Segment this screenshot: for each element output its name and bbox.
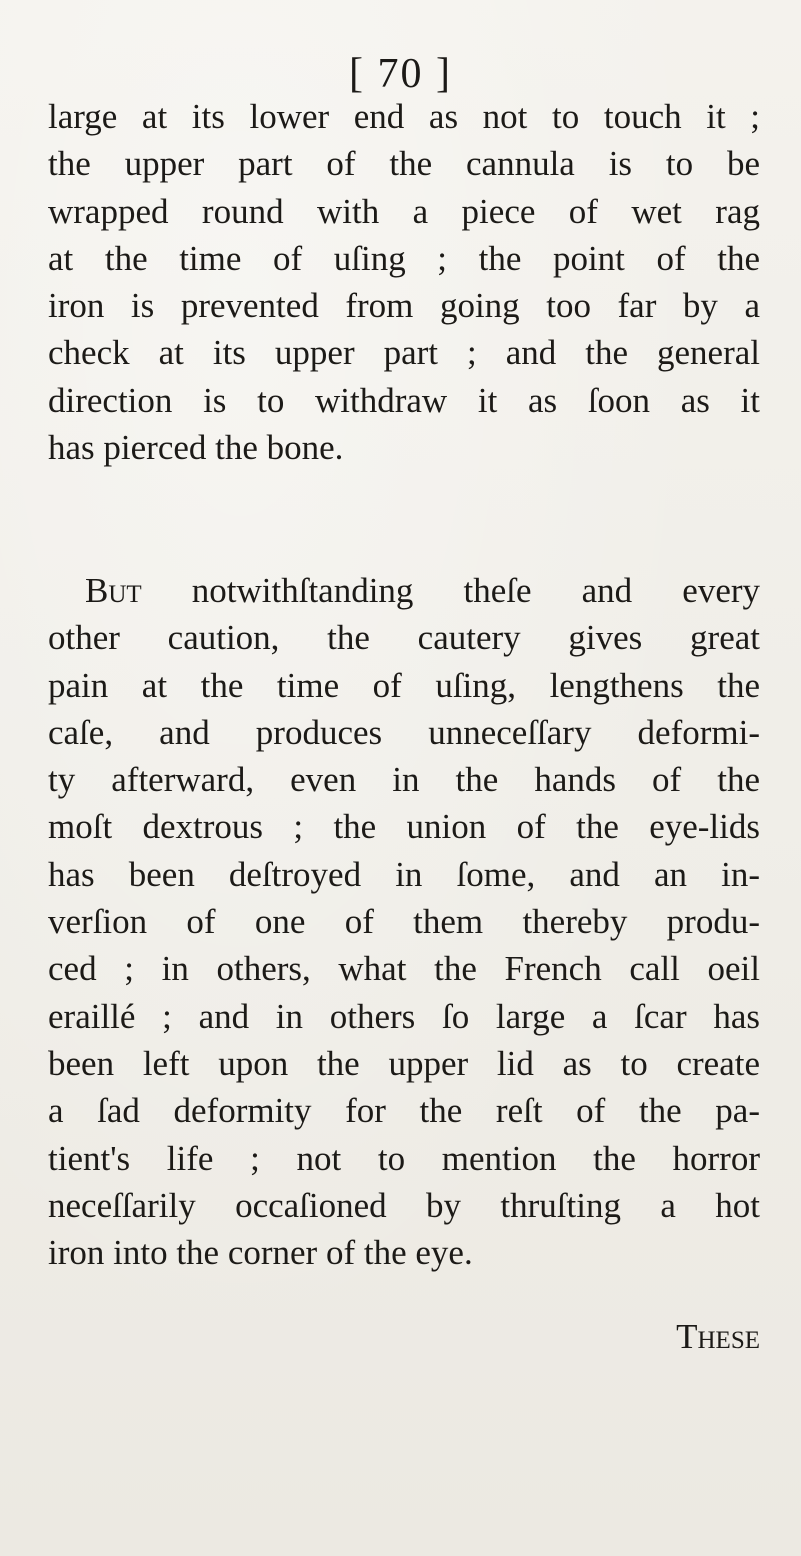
text-line: tient's life ; not to mention the horror — [48, 1138, 760, 1178]
text-line: large at its lower end as not to touch it ; — [48, 97, 760, 136]
opening-line-rest: notwithſtanding theſe and every — [191, 571, 761, 610]
text-line: a ſad deformity for the reſt of the pa- — [48, 1091, 760, 1131]
text-line: eraillé ; and in others ſo large a ſcar has — [48, 996, 760, 1036]
text-line: pain at the time of uſing, lengthens the — [48, 665, 760, 705]
text-line: at the time of uſing ; the point of the — [48, 238, 760, 278]
text-line: caſe, and produces unneceſſary deformi- — [48, 712, 760, 752]
text-line: other caution, the cautery gives great — [48, 618, 760, 658]
paragraph-1 — [48, 93, 760, 471]
paragraph-2 — [48, 567, 760, 1276]
text-line: direction is to withdraw it as ſoon as it — [48, 380, 760, 420]
text-line: ty afterward, even in the hands of the — [48, 760, 760, 800]
text-line: has been deſtroyed in ſome, and an in- — [48, 854, 760, 894]
text-line: has pierced the bone. — [48, 428, 344, 468]
text-line: ced ; in others, what the French call oeil — [48, 949, 760, 989]
page-number: [ 70 ] — [349, 51, 452, 97]
text-line: iron into the corner of the eye. — [48, 1233, 473, 1273]
text-line: moſt dextrous ; the union of the eye-lids — [48, 807, 760, 847]
text-line: verſion of one of them thereby produ- — [48, 902, 760, 942]
opening-word: But — [85, 571, 142, 610]
text-line: been left upon the upper lid as to create — [48, 1043, 760, 1083]
text-line: neceſſarily occaſioned by thruſting a hot — [48, 1185, 760, 1225]
catchword: These — [676, 1317, 760, 1356]
text-line: check at its upper part ; and the general — [48, 333, 760, 373]
text-line: wrapped round with a piece of wet rag — [48, 191, 760, 231]
paragraph-opening-line — [48, 567, 760, 614]
text-line: the upper part of the cannula is to be — [48, 144, 760, 184]
text-line: iron is prevented from going too far by a — [48, 286, 760, 326]
